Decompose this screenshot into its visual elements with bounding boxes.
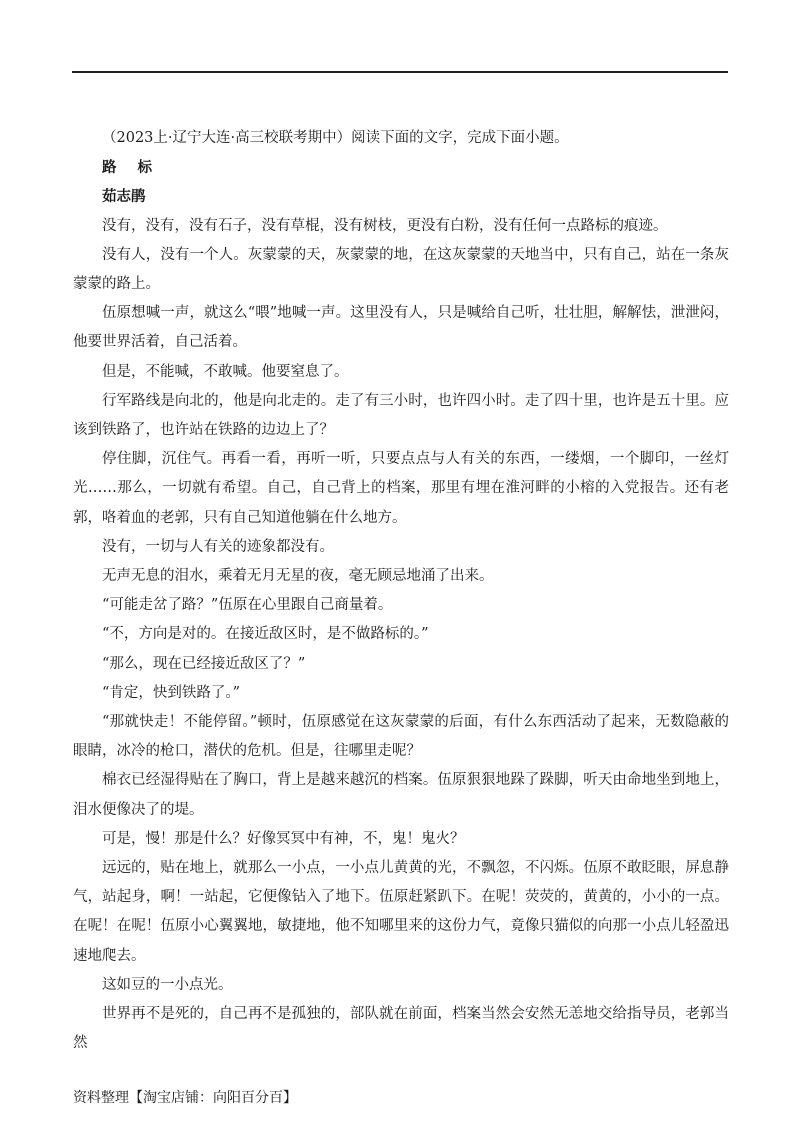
paragraph: 没有，一切与人有关的迹象都没有。 — [102, 538, 334, 555]
paragraph: 棉衣已经湿得贴在了胸口，背上是越来越沉的档案。伍原狠狠地跺了跺脚，听天由命地坐到地上，泪水便像决了的堤。 — [73, 772, 729, 818]
paragraph: “那么，现在已经接近敌区了？” — [102, 655, 306, 672]
paragraph: 无声无息的泪水，乘着无月无星的夜，毫无顾忌地涌了出来。 — [102, 568, 494, 585]
document-body — [73, 124, 729, 1059]
paragraph: 停住脚，沉住气。再看一看，再听一听，只要点点与人有关的东西，一缕烟，一个脚印，一丝灯光……那么，一切就有希望。自己，自己背上的档案，那里有埋在淮河畔的小榕的入党报告。还有老郭，咯着血的老郭，只有自己知道他躺在什么地方。 — [73, 451, 729, 526]
question-source: （2023上·辽宁大连·高三校联考期中）阅读下面的文字，完成下面小题。 — [102, 130, 569, 146]
paragraph: “那就快走！不能停留。”顿时，伍原感觉在这灰蒙蒙的后面，有什么东西活动了起来，无数隐蔽的眼睛，冰冷的枪口，潜伏的危机。但是，往哪里走呢？ — [73, 714, 729, 760]
footer-note: 资料整理【淘宝店铺：向阳百分百】 — [73, 1090, 297, 1106]
paragraph: 这如豆的一小点光。 — [102, 976, 233, 993]
paragraph: 没有人，没有一个人。灰蒙蒙的天，灰蒙蒙的地，在这灰蒙蒙的天地当中，只有自己，站在一条灰蒙蒙的路上。 — [73, 246, 729, 293]
paragraph: 远远的，贴在地上，就那么一小点，一小点儿黄黄的光，不飘忽，不闪烁。伍原不敢眨眼，屏息静气，站起身，啊！一站起，它便像钻入了地下。伍原赶紧趴下。在呢！荧荧的，黄黄的，小小的一点。在呢！在呢！伍原小心翼翼地，敏捷地，他不知哪里来的这份力气，竟像只猫似的向那一小点儿轻盈迅速地爬去。 — [73, 860, 729, 964]
header-rule — [72, 71, 728, 73]
article-author: 茹志鹃 — [102, 188, 146, 206]
paragraph: 没有，没有，没有石子，没有草棍，没有树枝，更没有白粉，没有任何一点路标的痕迹。 — [102, 217, 668, 234]
article-title: 路 标 — [102, 159, 161, 177]
paragraph: “可能走岔了路？”伍原在心里跟自己商量着。 — [102, 597, 393, 614]
paragraph: “不，方向是对的。在接近敌区时，是不做路标的。” — [102, 626, 429, 643]
paragraph: 可是，慢！那是什么？好像冥冥中有神，不，鬼！鬼火？ — [102, 830, 465, 847]
paragraph: 但是，不能喊，不敢喊。他要窒息了。 — [102, 363, 349, 380]
article-paragraphs — [73, 212, 729, 1059]
paragraph: 世界再不是死的，自己再不是孤独的，部队就在前面，档案当然会安然无恙地交给指导员，老郭当然 — [73, 1006, 729, 1052]
paragraph: 伍原想喊一声，就这么“喂”地喊一声。这里没有人，只是喊给自己听，壮壮胆，解解怯，泄泄闷，他要世界活着，自己活着。 — [73, 305, 729, 351]
paragraph: 行军路线是向北的，他是向北走的。走了有三小时，也许四小时。走了四十里，也许是五十里。应该到铁路了，也许站在铁路的边边上了？ — [73, 392, 729, 439]
paragraph: “肯定，快到铁路了。” — [102, 684, 241, 701]
